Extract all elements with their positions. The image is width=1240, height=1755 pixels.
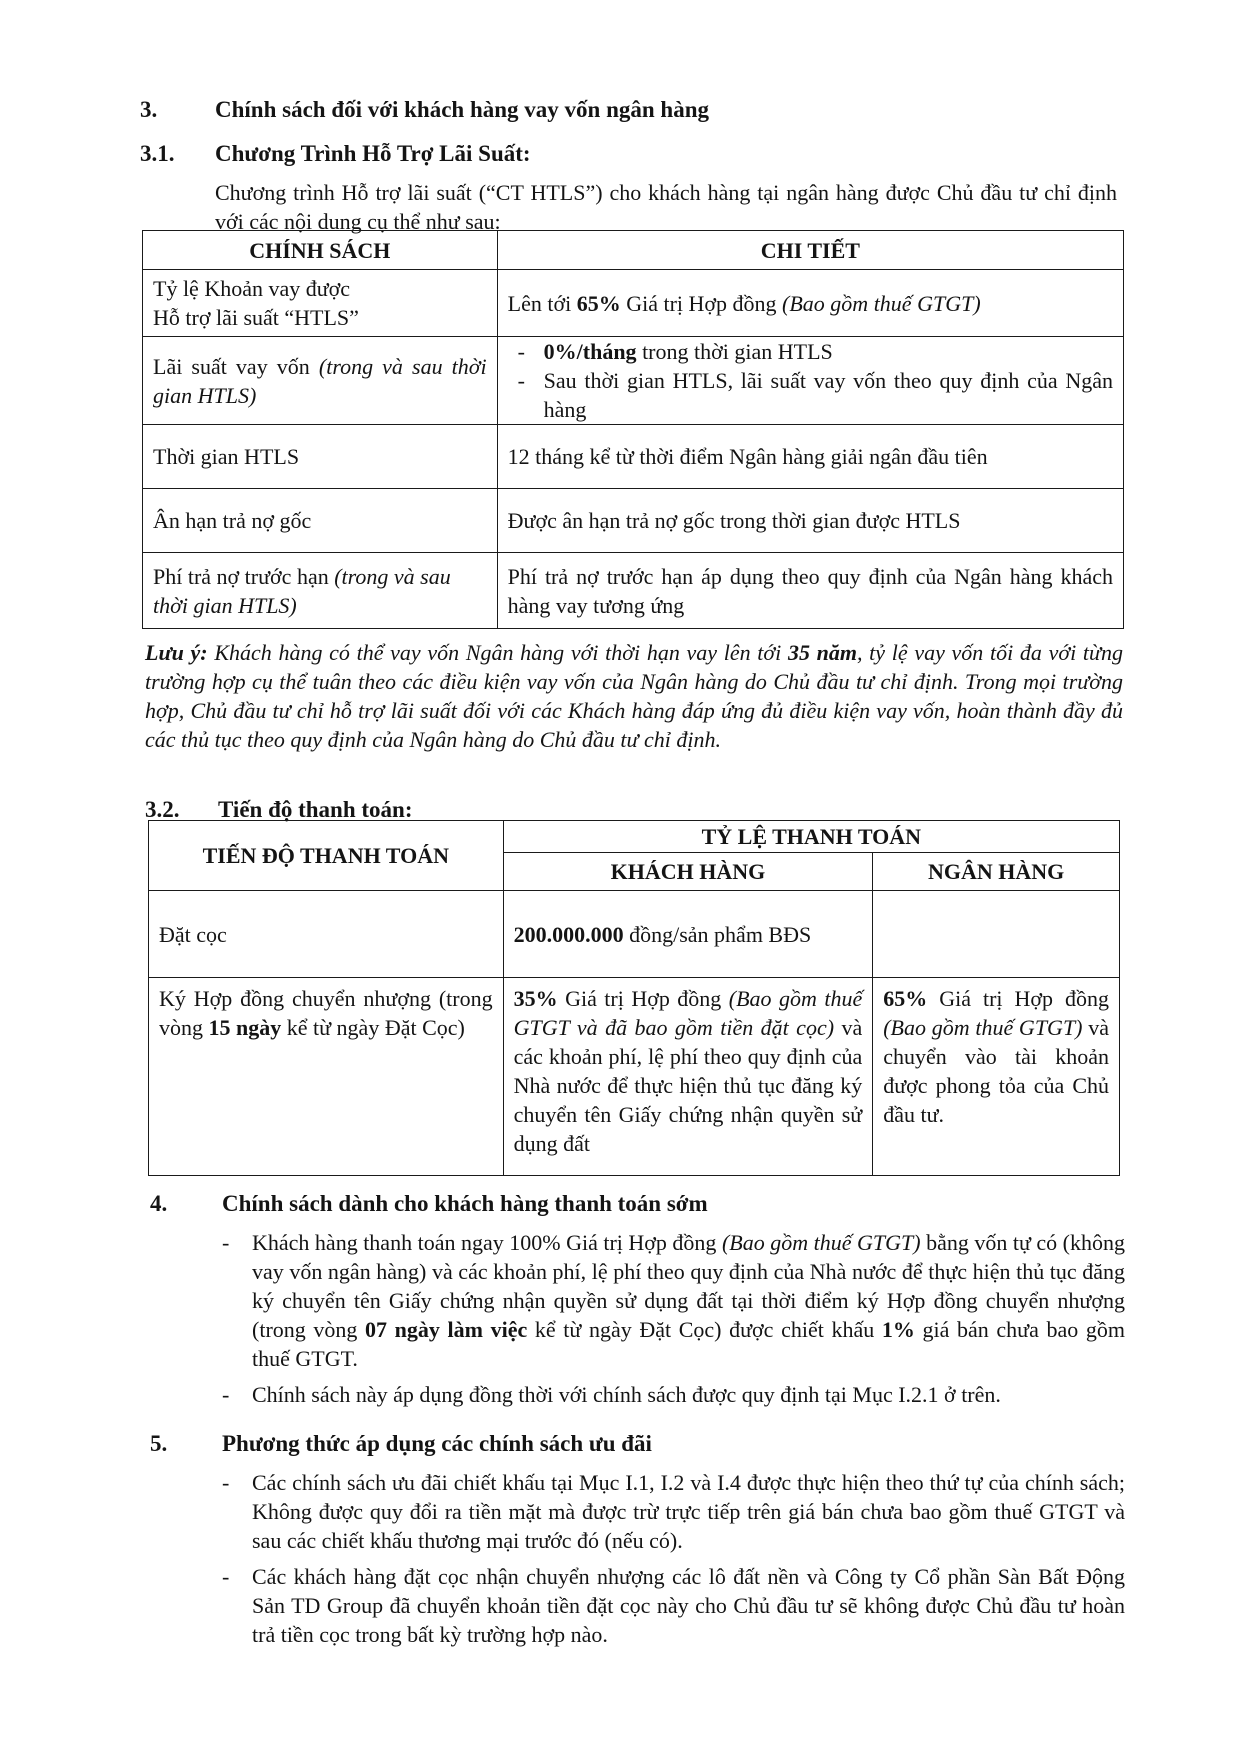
table1-row5-detail: Phí trả nợ trước hạn áp dụng theo quy định của Ngân hàng khách hàng vay tương ứng (497, 553, 1123, 629)
table2-row2-customer (503, 978, 873, 1176)
table1-row1-detail (497, 270, 1123, 337)
section-3-2-number: 3.2. (145, 797, 180, 822)
section-3-2-title: Tiến độ thanh toán: (218, 797, 413, 822)
table2-row-deposit (149, 891, 1120, 978)
table2-header-row-1 (149, 821, 1120, 853)
table1-header-detail: CHI TIẾT (497, 231, 1123, 270)
cust-text: và các khoản phí, lệ phí theo quy định của Nhà nước để thực hiện thủ tục đăng ký chuyển tên Giấy chứng nhận quyền sử dụng đất (513, 1015, 863, 1156)
table1-header-policy: CHÍNH SÁCH (143, 231, 498, 270)
label-italic: (trong và sau thời gian HTLS) (153, 563, 451, 618)
item-text: giá bán chưa bao gồm thuế GTGT. (252, 1317, 1126, 1371)
section-3-1-number: 3.1. (140, 141, 175, 166)
detail-bold: 65% (576, 290, 621, 316)
bank-bold: 65% (883, 986, 928, 1011)
table2-row-contract (149, 978, 1120, 1176)
label-line-2: Hỗ trợ lãi suất “HTLS” (153, 305, 359, 330)
table1-header-row (143, 231, 1124, 270)
detail-text: Lên tới (507, 290, 577, 316)
table1-row2-detail (497, 337, 1123, 425)
item-bold: 07 ngày làm việc (365, 1317, 528, 1342)
table1-row2-label (143, 337, 498, 425)
detail-bullet-1 (508, 337, 1113, 366)
item-text: bằng vốn tự có (không vay vốn ngân hàng) và các khoản phí, lệ phí theo quy định của Nhà nước để thực hiện thủ tục đăng ký chuyển tên Giấy chứng nhận quyền sử dụng đất tại thời điểm ký Hợp đồng chuyển nhượng (trong vòng (252, 1230, 1125, 1342)
label-italic: (trong và sau thời gian HTLS) (153, 353, 487, 408)
label-text: Phí trả nợ trước hạn (153, 563, 335, 589)
table1-row3-detail: 12 tháng kể từ thời điểm Ngân hàng giải ngân đầu tiên (497, 425, 1123, 489)
section-3-1-title: Chương Trình Hỗ Trợ Lãi Suất: (215, 141, 531, 166)
table1-row-htls-time (143, 425, 1124, 489)
detail-text: Giá trị Hợp đồng (620, 290, 783, 316)
stage-text: kể từ ngày Đặt Cọc) (281, 1015, 465, 1040)
section-5-title: Phương thức áp dụng các chính sách ưu đãi (222, 1431, 652, 1456)
item-text: Khách hàng thanh toán ngay 100% Giá trị Hợp đồng (252, 1230, 722, 1255)
detail-italic: (Bao gồm thuế GTGT) (782, 290, 981, 316)
interest-support-table (142, 230, 1124, 629)
table1-row3-label: Thời gian HTLS (143, 425, 498, 489)
note-text: , tỷ lệ vay vốn tối đa với từng trường hợp cụ thể tuân theo các điều kiện vay vốn của Ngân hàng do Chủ đầu tư chỉ định. Trong mọi trường hợp, Chủ đầu tư chỉ hỗ trợ lãi suất đối với các Khách hàng đáp ứng đủ điều kiện vay vốn, hoàn thành đầy đủ các thủ tục theo quy định của Ngân hàng do Chủ đầu tư chỉ định. (145, 640, 1123, 752)
section-3-title: Chính sách đối với khách hàng vay vốn ngân hàng (215, 97, 710, 122)
stage-text: Ký Hợp đồng chuyển nhượng (trong vòng (159, 986, 493, 1040)
table1-row-interest-rate (143, 337, 1124, 425)
table1-row4-label: Ân hạn trả nợ gốc (143, 489, 498, 553)
cust-bold: 200.000.000 (513, 921, 624, 947)
table2-header-customer: KHÁCH HÀNG (503, 853, 873, 891)
table1-row1-label (143, 270, 498, 337)
label-line-1: Tỷ lệ Khoản vay được (153, 276, 351, 301)
table1-row5-label (143, 553, 498, 629)
table2-row1-bank (873, 891, 1120, 978)
section-5-list (220, 1468, 1125, 1656)
bank-text: và chuyển vào tài khoản được phong tỏa của Chủ đầu tư. (883, 1015, 1110, 1127)
table1-row-prepayment-fee (143, 553, 1124, 629)
section-3-number: 3. (140, 97, 158, 122)
cust-bold: 35% (513, 986, 558, 1011)
loan-note (145, 638, 1123, 754)
section-4-item-1 (220, 1228, 1125, 1373)
cust-italic: (Bao gồm thuế GTGT và đã bao gồm tiền đặt cọc) (513, 986, 863, 1040)
bullet-text: trong thời gian HTLS (636, 339, 833, 364)
table2-header-bank: NGÂN HÀNG (873, 853, 1120, 891)
table1-row4-detail: Được ân hạn trả nợ gốc trong thời gian được HTLS (497, 489, 1123, 553)
bank-text: Giá trị Hợp đồng (927, 986, 1109, 1011)
table1-row-grace-period (143, 489, 1124, 553)
note-label: Lưu ý: (145, 640, 208, 665)
payment-schedule-table (148, 820, 1120, 1176)
section-5-item-2: - Các khách hàng đặt cọc nhận chuyển nhượng các lô đất nền và Công ty Cổ phần Sàn Bất Động Sản TD Group đã chuyển khoản tiền đặt cọc này cho Chủ đầu tư sẽ không được Chủ đầu tư hoàn trả tiền cọc trong bất kỳ trường hợp nào. (220, 1562, 1125, 1649)
item-text: kể từ ngày Đặt Cọc) được chiết khấu (527, 1317, 882, 1342)
table2-row2-bank (873, 978, 1120, 1176)
section-4-item-2: - Chính sách này áp dụng đồng thời với chính sách được quy định tại Mục I.2.1 ở trên. (220, 1380, 1125, 1409)
table2-header-stage: TIẾN ĐỘ THANH TOÁN (149, 821, 504, 891)
bank-italic: (Bao gồm thuế GTGT) (883, 1015, 1083, 1040)
table1-row-loan-ratio (143, 270, 1124, 337)
label-text: Lãi suất vay vốn (153, 353, 319, 379)
note-text: Khách hàng có thể vay vốn Ngân hàng với thời hạn vay lên tới (207, 640, 788, 665)
cust-text: Giá trị Hợp đồng (557, 986, 729, 1011)
table2-row1-stage: Đặt cọc (149, 891, 504, 978)
section-4-list (220, 1228, 1125, 1416)
section-4-title: Chính sách dành cho khách hàng thanh toán sớm (222, 1191, 708, 1216)
cust-text: đồng/sản phẩm BĐS (623, 921, 812, 947)
item-italic: (Bao gồm thuế GTGT) (721, 1230, 921, 1255)
table2-header-rate: TỶ LỆ THANH TOÁN (503, 821, 1119, 853)
item-bold: 1% (881, 1317, 915, 1342)
section-4-number: 4. (150, 1191, 168, 1216)
section-5-number: 5. (150, 1431, 168, 1456)
note-bold: 35 năm (787, 640, 857, 665)
section-3-1-intro: Chương trình Hỗ trợ lãi suất (“CT HTLS”) cho khách hàng tại ngân hàng được Chủ đầu tư chỉ định với các nội dung cụ thể như sau: (215, 180, 1117, 234)
section-5-item-1: - Các chính sách ưu đãi chiết khấu tại Mục I.1, I.2 và I.4 được thực hiện theo thứ tự của chính sách; Không được quy đổi ra tiền mặt mà được trừ trực tiếp trên giá bán chưa bao gồm thuế GTGT và sau các chiết khấu thương mại trước đó (nếu có). (220, 1468, 1125, 1555)
bullet-bold: 0%/tháng (543, 339, 637, 364)
table2-row2-stage (149, 978, 504, 1176)
table2-row1-customer (503, 891, 873, 978)
stage-bold: 15 ngày (208, 1015, 282, 1040)
detail-bullet-2: - Sau thời gian HTLS, lãi suất vay vốn theo quy định của Ngân hàng (508, 366, 1113, 424)
